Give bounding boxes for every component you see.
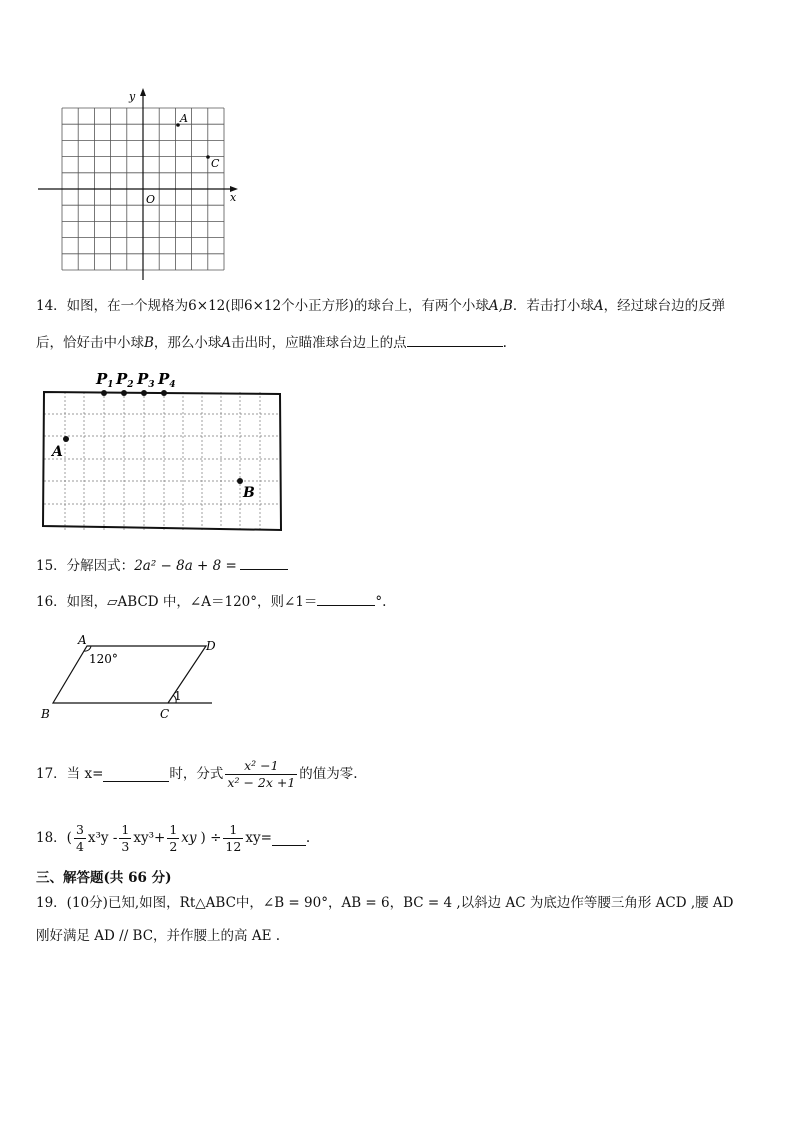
p3-marker [141, 390, 147, 396]
q17-answer-blank[interactable] [103, 767, 169, 782]
q14-ball-a: A [593, 298, 604, 314]
question-14-line-1 [36, 296, 725, 316]
q18-fraction-1 [74, 822, 86, 855]
q18-term-2: xy³+ [133, 830, 166, 846]
q14-text-1: 14．如图，在一个规格为6×12(即6×12个小正方形)的球台上，有两个小球 [36, 298, 489, 314]
q18-end: . [305, 830, 311, 846]
q18-f2-den: 3 [121, 838, 130, 854]
vertex-b-label: B [41, 707, 50, 721]
ball-b-marker [237, 478, 243, 484]
parallelogram-abcd [53, 646, 206, 703]
q18-fraction-4 [223, 822, 243, 855]
billiard-table-figure [38, 364, 288, 534]
table-border [43, 392, 281, 530]
vertex-c-label: C [160, 707, 170, 721]
table-grid [44, 392, 280, 530]
question-14-line-2 [36, 332, 507, 353]
q18-f4-num: 1 [223, 822, 243, 839]
parallelogram-figure [36, 632, 226, 724]
q14-ball-a2: A [221, 335, 232, 351]
q17-denominator: x² − 2x +1 [227, 774, 296, 790]
q17-end: 的值为零. [299, 766, 358, 782]
q18-f3-den: 2 [169, 838, 178, 854]
origin-label: O [146, 193, 156, 206]
q14-answer-blank[interactable] [407, 332, 503, 347]
q18-prefix: 18．( [36, 830, 72, 846]
x-axis-label: x [230, 191, 237, 204]
ball-b-label: B [243, 485, 255, 501]
p1-label: $P_1$ [96, 370, 114, 390]
q15-answer-blank[interactable] [240, 555, 288, 570]
q18-fraction-2 [119, 822, 131, 855]
q14-text-1b: ．若击打小球 [512, 298, 594, 314]
y-axis-label: y [129, 90, 136, 103]
ball-a-label: A [52, 444, 63, 460]
vertex-a-label: A [78, 633, 87, 647]
point-c-label: C [211, 157, 220, 170]
question-15 [36, 555, 288, 576]
q14-text-2c: 击出时，应瞄准球台边上的点 [231, 335, 407, 351]
q18-answer-blank[interactable] [272, 831, 306, 846]
coordinate-grid-figure [34, 86, 244, 282]
q17-fraction [225, 758, 297, 791]
q17-prefix: 17．当 x= [36, 766, 104, 782]
q14-text-1c: ，经过球台边的反弹 [603, 298, 726, 314]
point-a-label: A [180, 112, 188, 125]
p4-marker [161, 390, 167, 396]
y-axis-arrow-icon [140, 88, 146, 96]
q17-mid: 时，分式 [169, 766, 224, 782]
p3-label: $P_3$ [137, 370, 155, 390]
q18-fraction-3 [167, 822, 179, 855]
q15-expression: 2a² − 8a + 8 = [134, 558, 237, 574]
ball-a-marker [63, 436, 69, 442]
angle-1-label: 1 [174, 689, 182, 703]
question-18 [36, 818, 310, 858]
q18-f1-num: 3 [75, 821, 84, 837]
question-19-line-1: 19．(10分)已知,如图，Rt△ABC中，∠B = 90°，AB = 6，BC = 4 ,以斜边 AC 为底边作等腰三角形 ACD ,腰 AD [36, 895, 734, 911]
p1-marker [101, 390, 107, 396]
q14-balls: A,B [488, 298, 513, 314]
q18-divide: ) ÷ [200, 830, 222, 846]
question-19-line-2: 刚好满足 AD // BC，并作腰上的高 AE . [36, 928, 281, 944]
q14-end: . [502, 335, 507, 351]
q14-ball-b: B [144, 335, 154, 351]
q14-text-2a: 后，恰好击中小球 [36, 335, 144, 351]
q16-text: 16．如图，▱ABCD 中，∠A＝120°，则∠1＝ [36, 594, 318, 610]
q15-prefix: 15．分解因式： [36, 558, 135, 574]
q18-f4-den: 12 [225, 838, 242, 854]
q14-text-2b: ，那么小球 [153, 335, 222, 351]
q18-term-1: x³y - [87, 830, 118, 846]
section-3-title: 三、解答题(共 66 分) [36, 870, 172, 886]
q18-f3-num: 1 [169, 821, 178, 837]
q16-end: °. [375, 594, 387, 610]
p2-marker [121, 390, 127, 396]
p4-label: $P_4$ [158, 370, 176, 390]
q18-f2-num: 1 [121, 821, 130, 837]
q17-numerator: x² −1 [225, 758, 297, 775]
p2-label: $P_2$ [116, 370, 134, 390]
q18-term-4: xy= [245, 830, 272, 846]
vertex-d-label: D [206, 639, 216, 653]
question-17 [36, 754, 358, 794]
q18-f1-den: 4 [75, 838, 84, 854]
point-c-marker [206, 155, 210, 159]
q16-answer-blank[interactable] [317, 591, 375, 606]
question-16 [36, 591, 386, 612]
angle-120-label: 120° [89, 652, 118, 666]
q18-term-3: xy [181, 830, 197, 846]
